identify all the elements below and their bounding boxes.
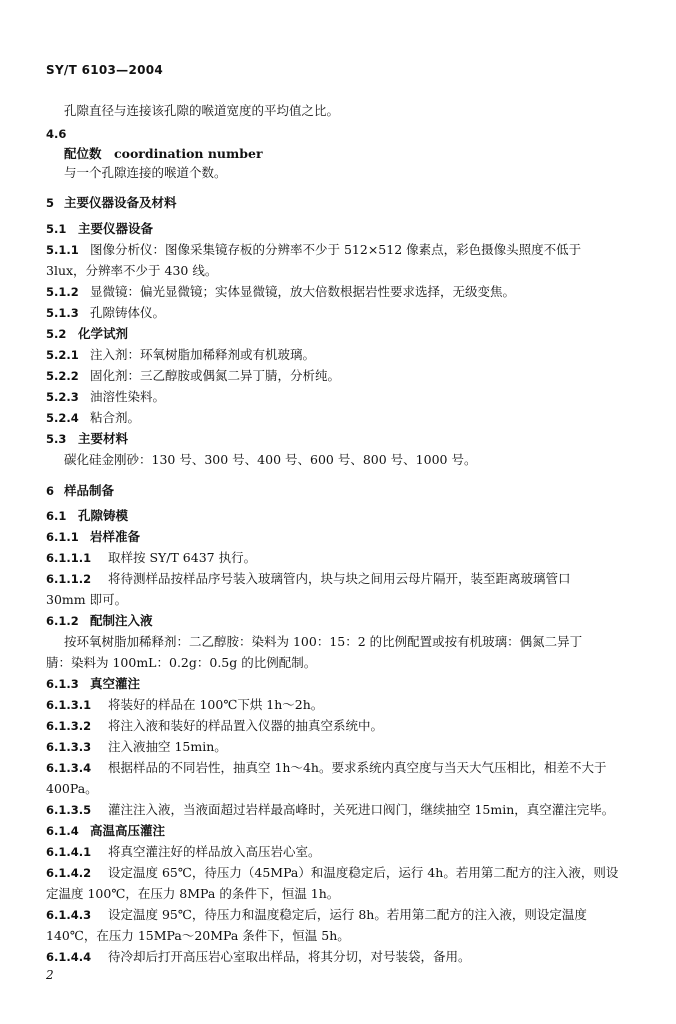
clause-line: 5.1.1 图像分析仪：图像采集镜存板的分辨率不少于 512×512 像素点，彩色摄像头照度不低于	[46, 242, 582, 257]
text-line: 定温度 100℃，在压力 8MPa 的条件下，恒温 1h。	[46, 886, 340, 901]
section-heading: 6 样品制备	[46, 483, 115, 498]
clause-line: 5.1.2 显微镜：偏光显微镜；实体显微镜，放大倍数根据岩性要求选择，无级变焦。	[46, 284, 516, 299]
clause-line: 6.1.3.2 将注入液和装好的样品置入仪器的抽真空系统中。	[46, 718, 384, 733]
clause-heading: 6.1.4 高温高压灌注	[46, 823, 166, 838]
text-line: 400Pa。	[46, 781, 98, 796]
section-heading: 5 主要仪器设备及材料	[46, 195, 177, 210]
clause-line: 5.2.2 固化剂：三乙醇胺或偶氮二异丁腈，分析纯。	[46, 368, 341, 383]
clause-heading: 5.2 化学试剂	[46, 326, 129, 341]
text-line: 140℃，在压力 15MPa～20MPa 条件下，恒温 5h。	[46, 928, 350, 943]
text-line: 30mm 即可。	[46, 592, 128, 607]
page-number: 2	[46, 968, 54, 982]
term-title: 配位数 coordination number	[64, 146, 263, 161]
clause-line: 5.2.1 注入剂：环氧树脂加稀释剂或有机玻璃。	[46, 347, 316, 362]
clause-line: 6.1.3.1 将装好的样品在 100℃下烘 1h～2h。	[46, 697, 324, 712]
clause-line: 6.1.3.5 灌注注入液，当液面超过岩样最高峰时，关死进口阀门，继续抽空 15min，真空灌注完毕。	[46, 802, 615, 817]
clause-heading: 6.1.2 配制注入液	[46, 613, 153, 628]
clause-heading: 5.3 主要材料	[46, 431, 129, 446]
clause-line: 6.1.3.3 注入液抽空 15min。	[46, 739, 227, 754]
text-line: 3lux，分辨率不少于 430 线。	[46, 263, 218, 278]
clause-heading: 4.6	[46, 127, 67, 141]
text-line: 按环氧树脂加稀释剂：二乙醇胺：染料为 100：15：2 的比例配置或按有机玻璃：偶氮二异丁	[64, 634, 583, 649]
clause-heading: 5.1 主要仪器设备	[46, 221, 154, 236]
clause-line: 6.1.4.3 设定温度 95℃，待压力和温度稳定后，运行 8h。若用第二配方的注入液，则设定温度	[46, 907, 587, 922]
clause-heading: 6.1.1 岩样准备	[46, 529, 141, 544]
clause-line: 5.2.4 粘合剂。	[46, 410, 141, 425]
text-line: 腈：染料为 100mL：0.2g：0.5g 的比例配制。	[46, 655, 317, 670]
clause-line: 6.1.4.1 将真空灌注好的样品放入高压岩心室。	[46, 844, 321, 859]
clause-line: 6.1.4.4 待冷却后打开高压岩心室取出样品，将其分切，对号装袋，备用。	[46, 949, 471, 964]
text-line: 碳化硅金刚砂：130 号、300 号、400 号、600 号、800 号、1000 号。	[64, 452, 477, 467]
clause-line: 6.1.3.4 根据样品的不同岩性，抽真空 1h～4h。要求系统内真空度与当天大气压相比，相差不大于	[46, 760, 607, 775]
clause-line: 6.1.4.2 设定温度 65℃，待压力（45MPa）和温度稳定后，运行 4h。若用第二配方的注入液，则设	[46, 865, 619, 880]
clause-line: 5.1.3 孔隙铸体仪。	[46, 305, 166, 320]
text-line: 与一个孔隙连接的喉道个数。	[64, 165, 227, 180]
document-header: SY/T 6103—2004	[46, 63, 164, 77]
clause-line: 6.1.1.2 将待测样品按样品序号装入玻璃管内，块与块之间用云母片隔开，装至距离玻璃管口	[46, 571, 571, 586]
text-line: 孔隙直径与连接该孔隙的喉道宽度的平均值之比。	[64, 103, 340, 118]
clause-heading: 6.1 孔隙铸模	[46, 508, 129, 523]
clause-heading: 6.1.3 真空灌注	[46, 676, 141, 691]
clause-line: 6.1.1.1 取样按 SY/T 6437 执行。	[46, 550, 257, 565]
clause-line: 5.2.3 油溶性染料。	[46, 389, 166, 404]
